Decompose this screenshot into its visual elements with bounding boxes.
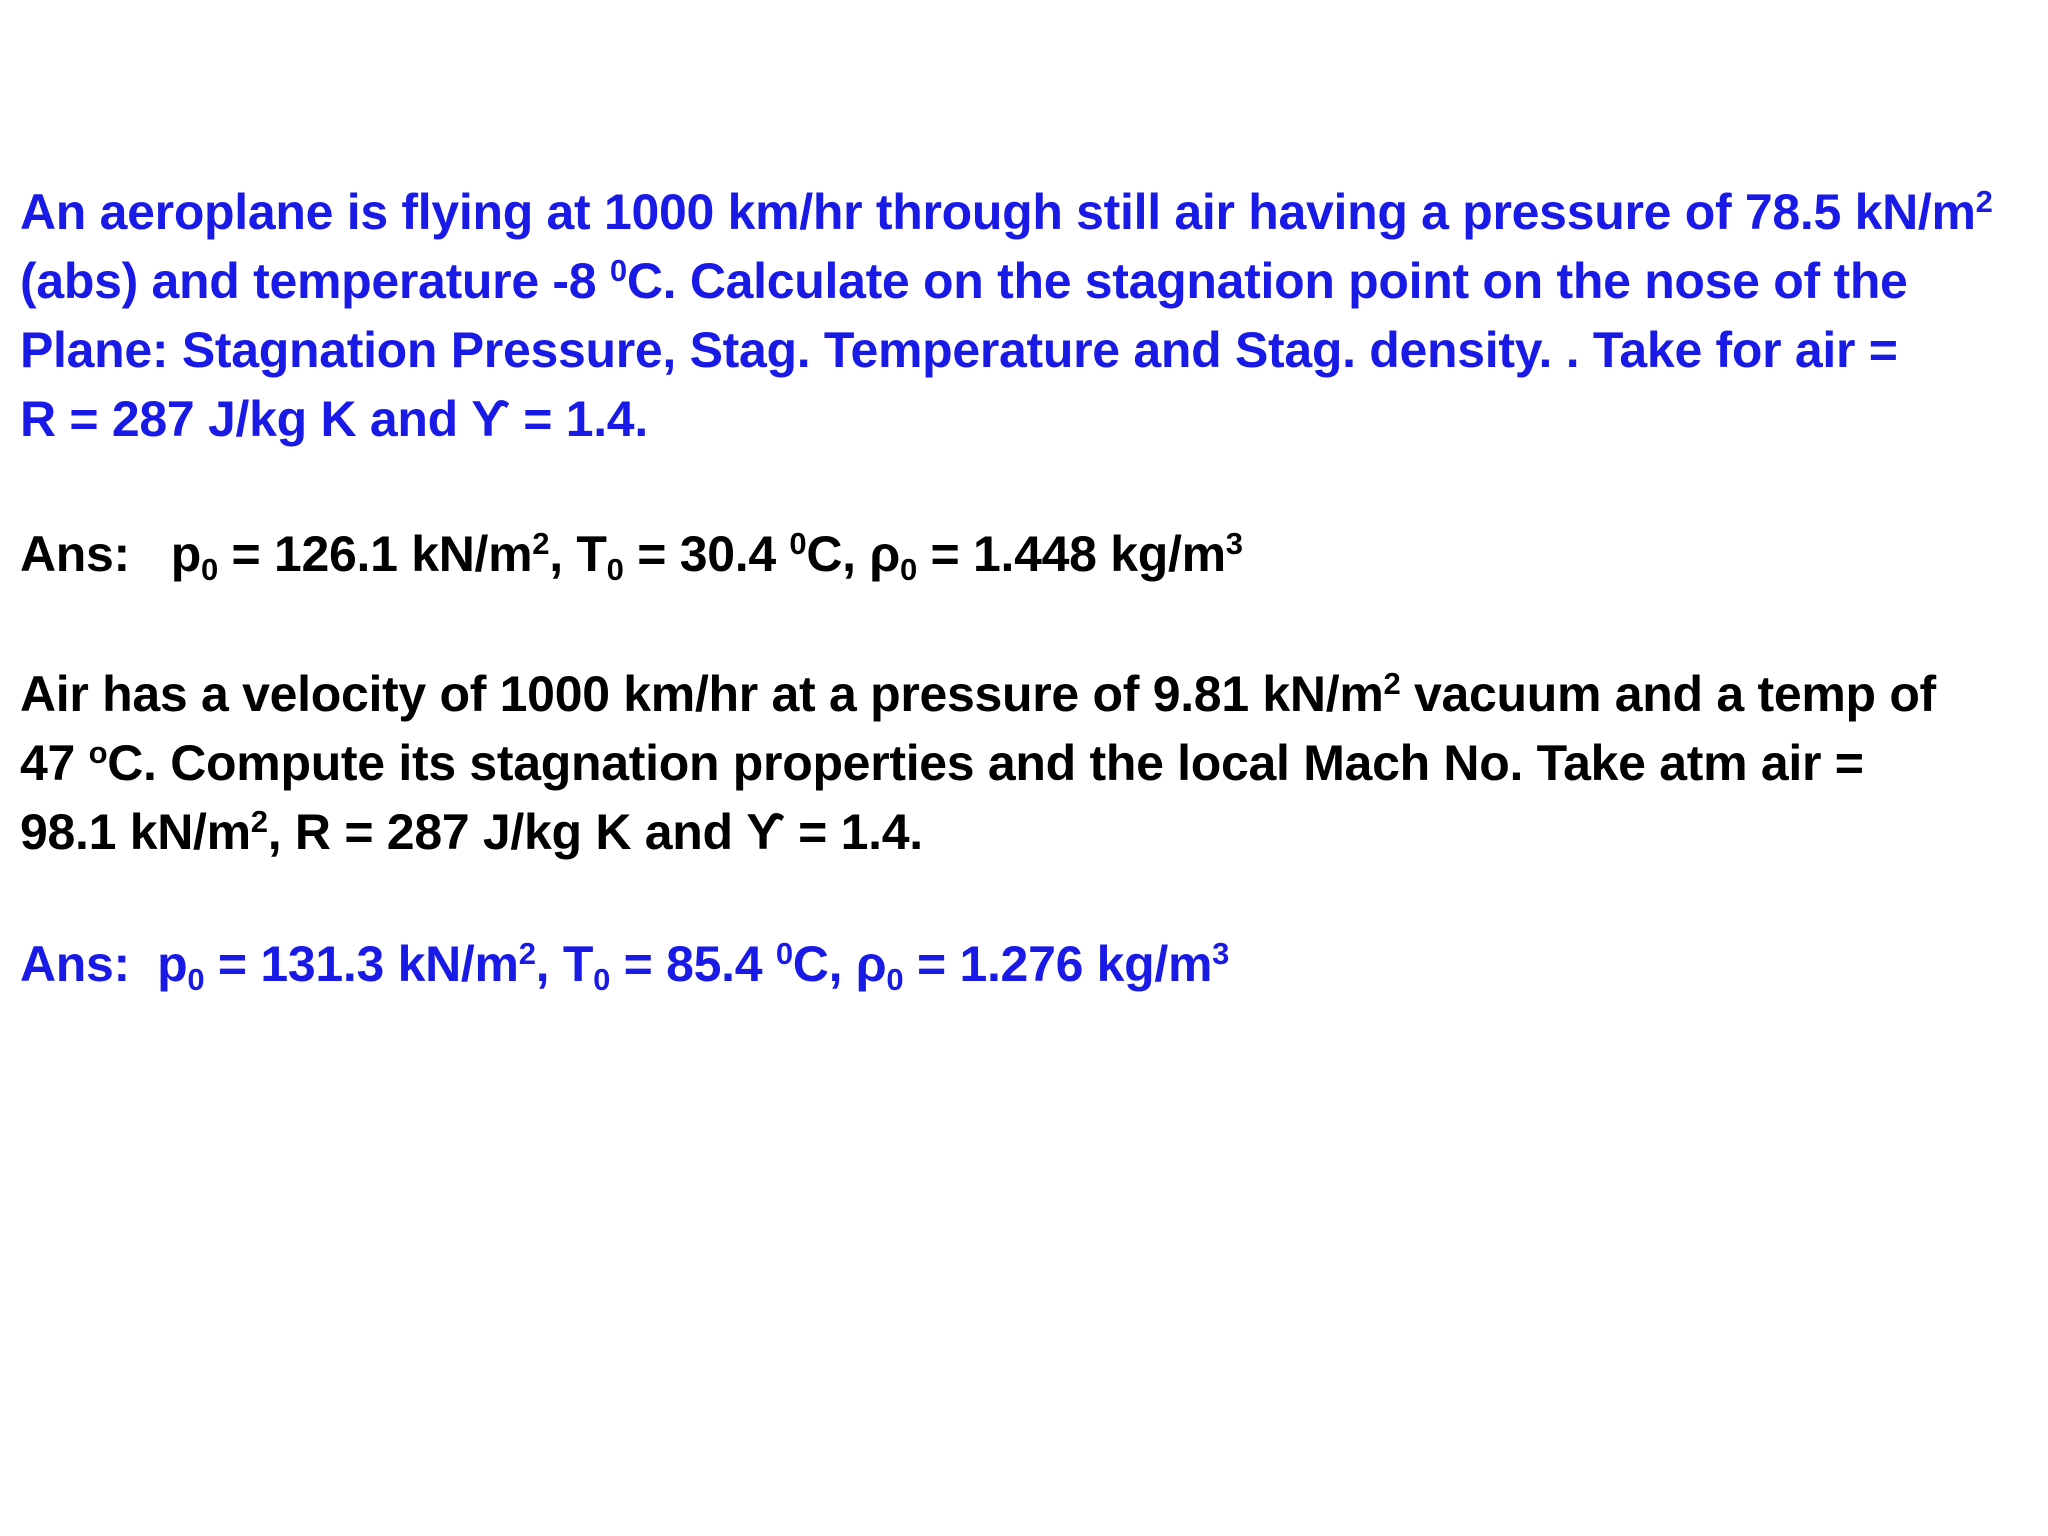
- problem-1-line-3: Plane: Stagnation Pressure, Stag. Temperature and Stag. density. . Take for air =: [20, 322, 1898, 378]
- problem-2-line-3-text-b: , R = 287 J/kg K and ϒ = 1.4.: [267, 804, 923, 860]
- problem-1-line-2-text-a: (abs) and temperature -8: [20, 253, 610, 309]
- pressure-value: = 126.1 kN/m: [217, 526, 533, 582]
- problem-2-line-2-text-a: 47: [20, 735, 89, 791]
- answer-label: Ans:: [20, 526, 130, 582]
- temperature-value: = 30.4: [623, 526, 790, 582]
- temperature-symbol: , T: [535, 936, 594, 992]
- superscript: 0: [789, 525, 807, 561]
- problem-1-line-2-text-b: C. Calculate on the stagnation point on the nose of the: [626, 253, 1908, 309]
- problem-2-line-1-text-b: vacuum and a temp of: [1400, 666, 1936, 722]
- superscript: 2: [1975, 183, 1993, 219]
- density-symbol: ρ: [869, 526, 901, 582]
- superscript: 0: [775, 935, 793, 971]
- density-value: = 1.448 kg/m: [916, 526, 1226, 582]
- answer-2-text: [20, 930, 1229, 999]
- superscript: 2: [1383, 665, 1401, 701]
- answer-2-line: [20, 930, 1229, 999]
- temperature-unit: C,: [806, 526, 870, 582]
- subscript: 0: [606, 552, 624, 588]
- problem-1-line-4: R = 287 J/kg K and ϒ = 1.4.: [20, 391, 648, 447]
- superscript: 2: [518, 935, 536, 971]
- answer-1-text: [20, 520, 1243, 589]
- superscript: 2: [250, 803, 268, 839]
- pressure-value: = 131.3 kN/m: [204, 936, 519, 992]
- problem-2-text: [20, 660, 1936, 867]
- problem-2-line-2: [20, 729, 1936, 798]
- problem-2-line-2-text-b: C. Compute its stagnation properties and the local Mach No. Take atm air =: [107, 735, 1864, 791]
- problem-1-text: [20, 178, 1993, 454]
- temperature-value: = 85.4: [610, 936, 776, 992]
- superscript: 2: [532, 525, 550, 561]
- temperature-symbol: , T: [549, 526, 607, 582]
- problem-2-line-3: [20, 798, 1936, 867]
- superscript: o: [88, 734, 108, 770]
- subscript: 0: [187, 962, 205, 998]
- subscript: 0: [886, 962, 904, 998]
- subscript: 0: [593, 962, 611, 998]
- problem-2-line-3-text-a: 98.1 kN/m: [20, 804, 251, 860]
- problem-1-line-1-text: An aeroplane is flying at 1000 km/hr through still air having a pressure of 78.5 kN/m: [20, 184, 1976, 240]
- problem-2-line-1-text-a: Air has a velocity of 1000 km/hr at a pressure of 9.81 kN/m: [20, 666, 1384, 722]
- answer-label: Ans:: [20, 936, 130, 992]
- problem-1-line-2: [20, 247, 1993, 316]
- answer-1-line: [20, 520, 1243, 589]
- density-value: = 1.276 kg/m: [903, 936, 1213, 992]
- subscript: 0: [200, 552, 218, 588]
- problem-1-line-1: [20, 178, 1993, 247]
- density-symbol: ρ: [855, 936, 887, 992]
- superscript: 3: [1225, 525, 1243, 561]
- problem-2-line-1: [20, 660, 1936, 729]
- superscript: 0: [609, 252, 627, 288]
- subscript: 0: [900, 552, 917, 588]
- pressure-symbol: p: [157, 936, 188, 992]
- superscript: 3: [1212, 935, 1230, 971]
- pressure-symbol: p: [170, 526, 201, 582]
- temperature-unit: C,: [792, 936, 856, 992]
